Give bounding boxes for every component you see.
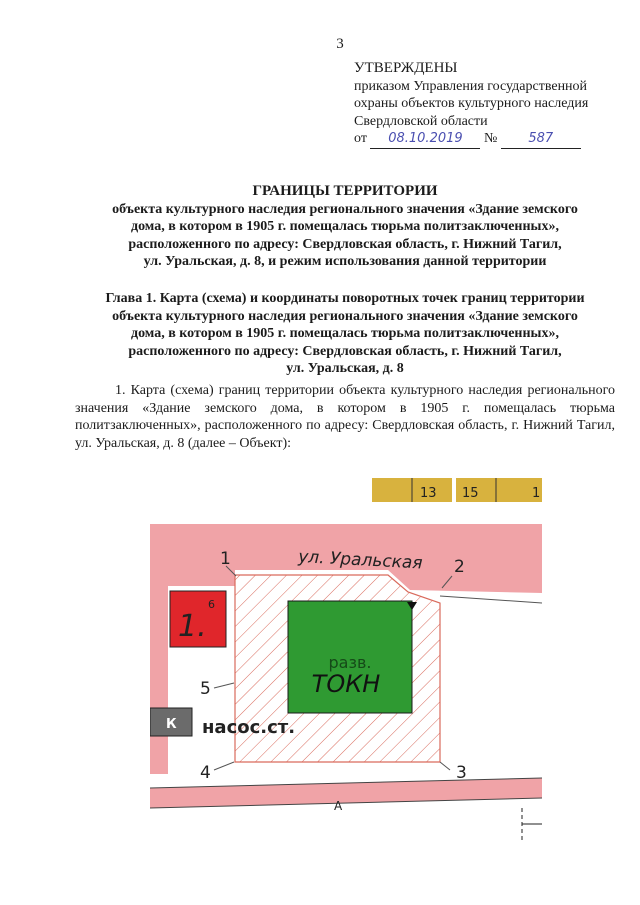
chapter-line: Глава 1. Карта (схема) и координаты поворотных точек границ территории xyxy=(105,291,585,306)
page-number: 3 xyxy=(336,36,344,52)
top-number: 1 xyxy=(532,486,541,501)
building-label-top: разв. xyxy=(328,653,372,672)
point-label: 2 xyxy=(454,557,465,577)
top-number: 13 xyxy=(420,486,437,501)
approval-date: 08.10.2019 xyxy=(370,130,480,149)
approval-line-2: охраны объектов культурного наследия xyxy=(354,96,589,111)
red-building-small: 6 xyxy=(208,598,215,611)
approval-block xyxy=(354,60,634,149)
title-main: ГРАНИЦЫ ТЕРРИТОРИИ xyxy=(252,183,438,199)
map-svg xyxy=(150,478,542,905)
point-label: 3 xyxy=(456,763,467,783)
chapter-line: расположенного по адресу: Свердловская область, г. Нижний Тагил, xyxy=(128,343,562,359)
approval-number: 587 xyxy=(501,130,581,149)
chapter-line: объекта культурного наследия регионального значения «Здание земского xyxy=(112,308,578,324)
boundary-map xyxy=(150,478,542,905)
title-line: расположенного по адресу: Свердловская область, г. Нижний Тагил, xyxy=(128,236,562,252)
k-label: К xyxy=(166,717,177,732)
title-line: объекта культурного наследия регионального значения «Здание земского xyxy=(112,201,578,217)
pump-station-label: насос.ст. xyxy=(202,717,296,738)
chapter-line: дома, в котором в 1905 г. помещалась тюрьма политзаключенных», xyxy=(130,326,559,341)
document-title xyxy=(80,183,610,271)
number-label: № xyxy=(483,131,498,146)
point-label: 5 xyxy=(200,679,211,699)
point-label: 4 xyxy=(200,763,211,783)
from-label: от xyxy=(354,131,367,146)
chapter-line: ул. Уральская, д. 8 xyxy=(286,361,404,376)
top-number: 15 xyxy=(462,486,479,501)
approval-heading: УТВЕРЖДЕНЫ xyxy=(354,60,458,76)
approval-date-line xyxy=(354,130,634,149)
chapter-heading xyxy=(80,290,610,378)
paragraph-text: 1. Карта (схема) границ территории объекта культурного наследия регионального значения «Здание земского дома, в котором в 1905 г. помещалась тюрьма политзаключенных», расположенного по адресу: Свердловская область, г. Нижний Тагил, ул. Уральская, д. 8 (далее – Объект): xyxy=(75,383,615,451)
title-line: дома, в котором в 1905 г. помещалась тюрьма политзаключенных», xyxy=(130,219,559,234)
road-left xyxy=(150,574,168,774)
road-letter: А xyxy=(334,799,343,813)
street-label: ул. Уральская xyxy=(297,547,424,574)
building-label-bottom: ТОКН xyxy=(311,670,381,698)
paragraph-1 xyxy=(75,382,615,452)
approval-line-1: приказом Управления государственной xyxy=(354,78,588,94)
title-line: ул. Уральская, д. 8, и режим использования данной территории xyxy=(143,254,547,269)
approval-line-3: Свердловской области xyxy=(354,113,488,129)
point-label: 1 xyxy=(220,549,231,569)
red-building-number: 1. xyxy=(178,609,207,644)
